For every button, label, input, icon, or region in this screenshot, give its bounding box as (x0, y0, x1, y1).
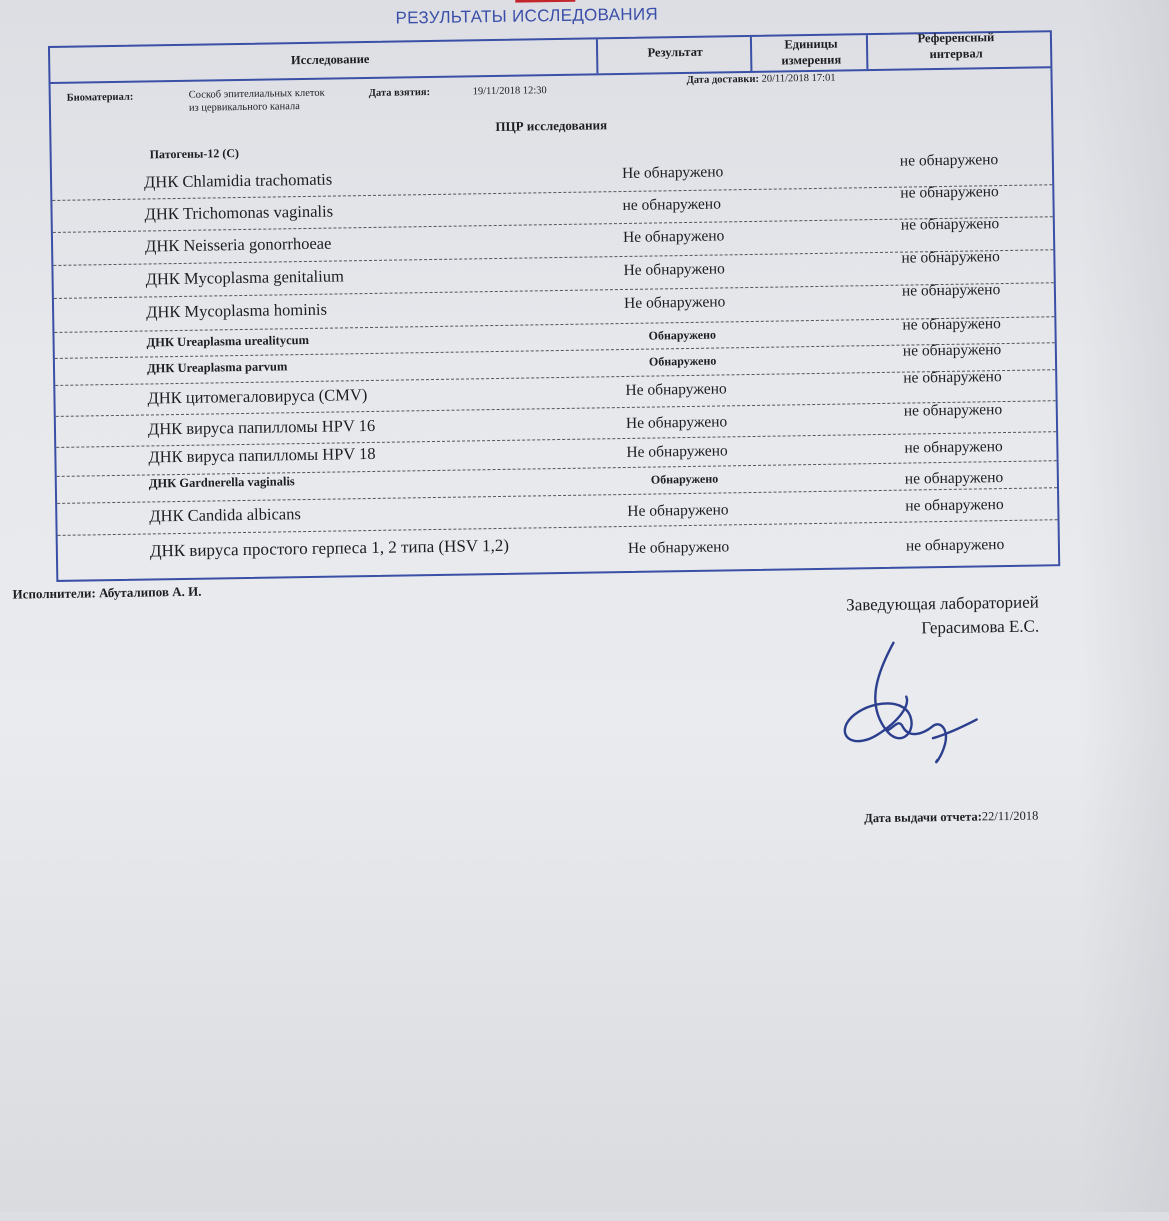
biomaterial-value-line1: Соскоб эпителиальных клеток (188, 87, 325, 101)
column-header-result: Результат (647, 44, 703, 60)
test-reference: не обнаружено (905, 496, 1004, 515)
column-header-study: Исследование (290, 51, 370, 68)
collection-date-value: 19/11/2018 12:30 (472, 85, 547, 98)
test-result: Обнаружено (650, 471, 719, 487)
test-reference: не обнаружено (901, 248, 1000, 267)
test-reference: не обнаружено (899, 151, 999, 170)
column-header-units-line2: измерения (781, 52, 842, 68)
test-result: Не обнаружено (625, 380, 727, 399)
issue-date-value: 22/11/2018 (981, 808, 1039, 824)
test-result: Не обнаружено (622, 227, 725, 247)
biomaterial-value (189, 87, 325, 115)
test-name: ДНК Candida albicans (149, 504, 301, 526)
test-reference: не обнаружено (904, 469, 1004, 488)
executors: Исполнители: Абуталипов А. И. (12, 583, 202, 602)
delivery-date-label: Дата доставки: (686, 73, 760, 86)
header-divider-units (750, 37, 753, 71)
delivery-date-value: 20/11/2018 17:01 (761, 72, 836, 85)
test-result: Не обнаружено (626, 442, 728, 461)
test-name: ДНК Mycoplasma genitalium (145, 266, 344, 289)
results-table (48, 30, 1060, 582)
test-name: ДНК Trichomonas vaginalis (144, 201, 334, 224)
lab-head-title: Заведующая лабораторией (846, 592, 1039, 615)
test-name: ДНК Chlamidia trachomatis (143, 169, 333, 192)
test-name: ДНК Neisseria gonorrhoeae (144, 233, 332, 256)
header-divider-result (596, 39, 599, 73)
header-stripe (515, 0, 575, 3)
issue-date-label: Дата выдачи отчета: (864, 809, 982, 826)
test-name: ДНК Ureaplasma urealitycum (146, 332, 310, 350)
test-reference: не обнаружено (900, 183, 999, 202)
test-result: Обнаружено (648, 353, 717, 369)
test-name: ДНК Mycoplasma hominis (145, 299, 328, 322)
document-title: РЕЗУЛЬТАТЫ ИССЛЕДОВАНИЯ (395, 4, 659, 28)
column-header-reference-line2: интервал (929, 46, 983, 62)
test-name: ДНК Gardnerella vaginalis (148, 474, 295, 491)
test-result: Не обнаружено (623, 293, 726, 312)
test-reference: не обнаружено (903, 401, 1003, 420)
test-result: Не обнаружено (623, 260, 725, 279)
issue-date (864, 809, 1038, 827)
test-name: ДНК вируса простого герпеса 1, 2 типа (HSV 1,2) (149, 535, 510, 561)
lab-head-name: Герасимова Е.С. (921, 616, 1040, 638)
column-header-reference (876, 28, 1036, 63)
test-reference: не обнаружено (902, 341, 1002, 360)
column-header-reference-line1: Референсный (917, 30, 995, 46)
test-name: ДНК цитомегаловируса (CMV) (147, 385, 368, 408)
column-header-units (756, 35, 866, 69)
test-reference: не обнаружено (902, 315, 1001, 334)
group-title: Патогены-12 (С) (149, 146, 240, 162)
header-divider (51, 66, 1051, 84)
test-result: Не обнаружено (627, 538, 730, 557)
test-name: ДНК вируса папилломы HPV 16 (147, 415, 376, 439)
test-result: Не обнаружено (621, 163, 724, 183)
test-name: ДНК вируса папилломы HPV 18 (148, 443, 376, 467)
test-result: Не обнаружено (625, 413, 728, 432)
signature-icon (835, 633, 987, 775)
test-reference: не обнаружено (905, 536, 1005, 555)
test-result: не обнаружено (622, 195, 722, 215)
test-result: Не обнаружено (627, 501, 729, 520)
section-title: ПЦР исследования (495, 117, 608, 134)
test-result: Обнаружено (648, 327, 717, 343)
test-name: ДНК Ureaplasma parvum (146, 359, 288, 376)
column-header-units-line1: Единицы (784, 36, 838, 52)
test-reference: не обнаружено (904, 438, 1003, 457)
biomaterial-label: Биоматериал: (66, 91, 134, 104)
test-reference: не обнаружено (900, 215, 1000, 234)
delivery-date (686, 72, 835, 87)
test-reference: не обнаружено (901, 281, 1001, 300)
test-reference: не обнаружено (903, 368, 1002, 387)
collection-date-label: Дата взятия: (368, 87, 431, 99)
biomaterial-value-line2: из цервикального канала (188, 101, 300, 114)
